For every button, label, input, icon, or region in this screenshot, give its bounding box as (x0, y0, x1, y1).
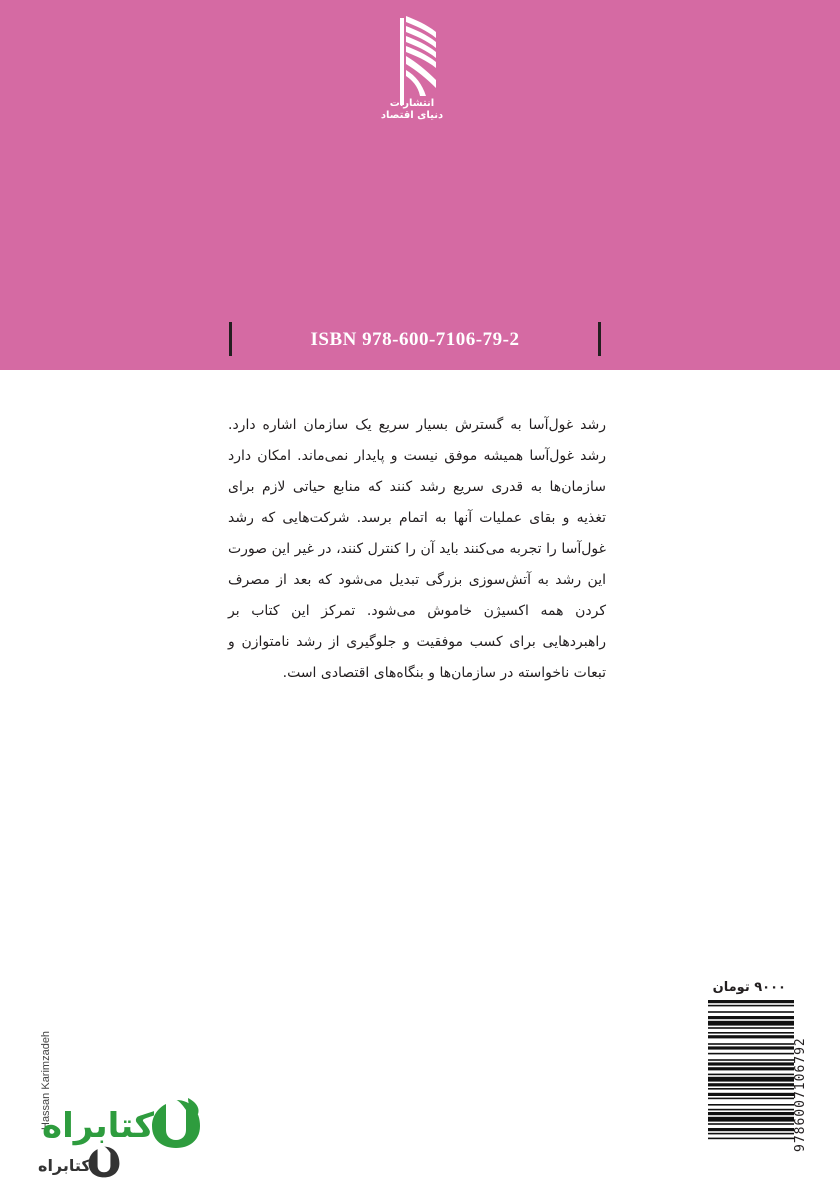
back-cover-blurb (228, 410, 606, 689)
leaf-book-icon-small (86, 1144, 122, 1180)
leaf-book-icon (148, 1096, 204, 1152)
isbn-divider-right (598, 322, 601, 356)
blurb-text: رشد غول‌آسا به گسترش بسیار سریع یک سازمان اشاره دارد. رشد غول‌آسا همیشه موفق نیست و پایدار نمی‌ماند. امکان دارد سازمان‌ها به قدری سریع رشد کنند که منابع حیاتی لازم برای تغذیه و بقای عملیات آنها به اتمام برسد. شرکت‌هایی که رشد غول‌آسا را تجربه می‌کنند باید آن را کنترل کنند، در غیر این صورت این رشد به آتش‌سوزی بزرگی تبدیل می‌شود که بعد از مصرف کردن همه اکسیژن خاموش می‌شود. تمرکز این کتاب بر راهبردهایی برای کسب موفقیت و جلوگیری از رشد نامتوازن و تبعات ناخواسته در سازمان‌ها و بنگاه‌های اقتصادی است. (228, 417, 606, 681)
designer-credit: Hassan Karimzadeh (40, 1030, 52, 1130)
publisher-line1: انتشارات (389, 98, 435, 109)
watermark-logo (38, 1094, 218, 1194)
watermark-text-small: کتابراه (38, 1156, 91, 1175)
price-label: ۹۰۰۰ تومان (712, 980, 786, 995)
isbn-number: ISBN 978-600-7106-79-2 (310, 329, 520, 350)
publisher-line2: دنیای اقتصاد (380, 110, 444, 121)
cover-top-band (0, 0, 840, 370)
publisher-name (372, 98, 452, 122)
watermark-text-large: کتابراه (42, 1106, 155, 1146)
barcode-digits: 9786007106792 (793, 1037, 808, 1153)
barcode-icon (708, 1000, 794, 1190)
